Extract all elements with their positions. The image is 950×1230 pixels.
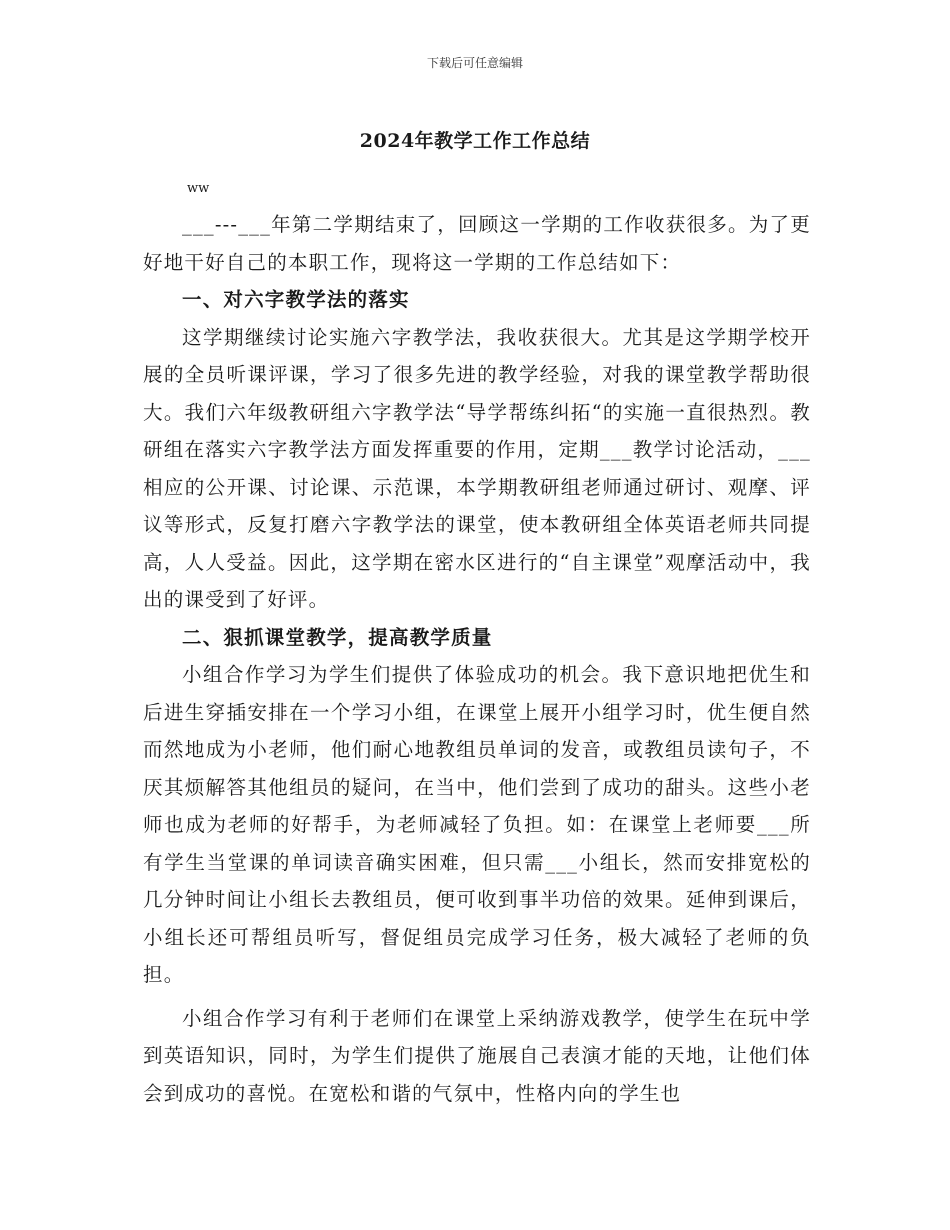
header-note: 下载后可任意编辑 <box>426 56 523 70</box>
section-1-paragraph: 这学期继续讨论实施六字教学法，我收获很大。尤其是这学期学校开展的全员听课评课，学习了很多先进的教学经验，对我的课堂教学帮助很大。我们六年级教研组六字教学法“导学帮练纠拓“的实施一直很热烈。教研组在落实六字教学法方面发挥重要的作用，定期___教学讨论活动，___相应的公开课、讨论课、示范课，本学期教研组老师通过研讨、观摩、评议等形式，反复打磨六字教学法的课堂，使本教研组全体英语老师共同提高，人人受益。因此，这学期在密水区进行的“自主课堂”观摩活动中，我出的课受到了好评。 <box>143 325 811 611</box>
document-title: 2024年教学工作工作总结 <box>359 130 591 152</box>
intro-paragraph: ___---___年第二学期结束了，回顾这一学期的工作收获很多。为了更好地干好自己的本职工作，现将这一学期的工作总结如下： <box>143 213 811 274</box>
author-line: ww <box>187 181 210 196</box>
section-2-paragraph-2: 小组合作学习有利于老师们在课堂上采纳游戏教学，使学生在玩中学到英语知识，同时，为学生们提供了施展自己表演才能的天地，让他们体会到成功的喜悦。在宽松和谐的气氛中，性格内向的学生也 <box>143 1006 811 1105</box>
section-heading-1: 一、对六字教学法的落实 <box>182 288 410 311</box>
document-body <box>143 178 811 1112</box>
section-heading-2: 二、狠抓课堂教学，提高教学质量 <box>182 625 493 649</box>
section-2-paragraph-1: 小组合作学习为学生们提供了体验成功的机会。我下意识地把优生和后进生穿插安排在一个学习小组，在课堂上展开小组学习时，优生便自然而然地成为小老师，他们耐心地教组员单词的发音，或教组员读句子，不厌其烦解答其他组员的疑问，在当中，他们尝到了成功的甜头。这些小老师也成为老师的好帮手，为老师减轻了负担。如：在课堂上老师要___所有学生当堂课的单词读音确实困难，但只需___小组长，然而安排宽松的几分钟时间让小组长去教组员，便可收到事半功倍的效果。延伸到课后，小组长还可帮组员听写，督促组员完成学习任务，极大减轻了老师的负担。 <box>143 663 811 986</box>
